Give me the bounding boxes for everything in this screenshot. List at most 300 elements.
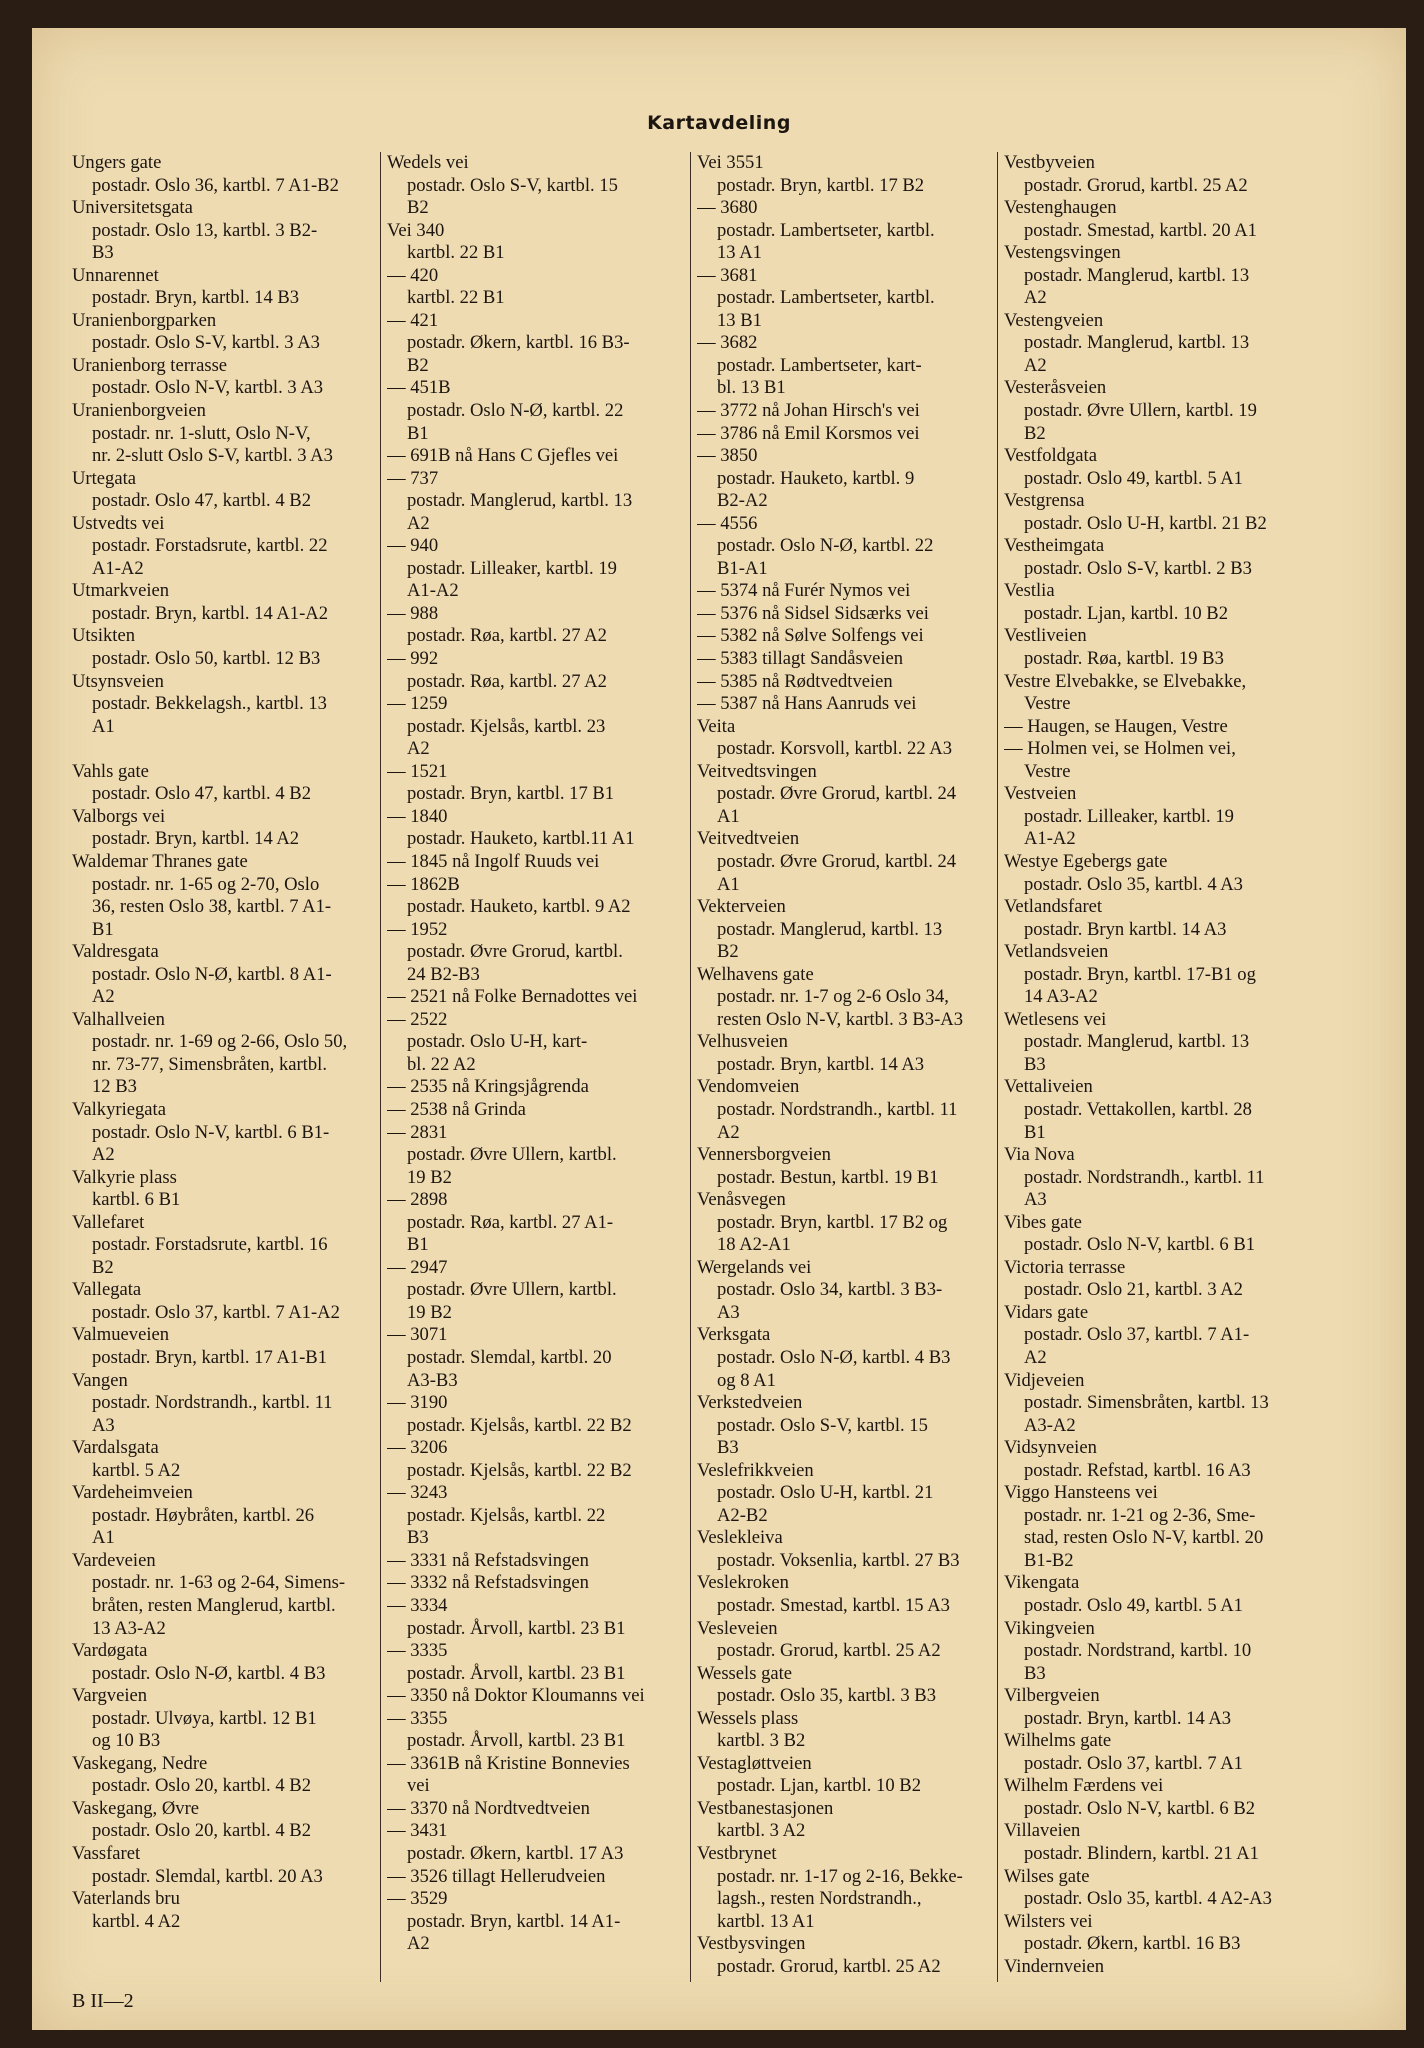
entry-detail: A2 xyxy=(92,986,115,1008)
entry-detail: 19 B2 xyxy=(407,1301,452,1323)
street-name: — 1521 xyxy=(387,760,448,782)
entry-detail: bl. 13 B1 xyxy=(717,377,786,399)
street-name: — Holmen vei, se Holmen vei, xyxy=(1004,738,1236,760)
street-name: Vardøgata xyxy=(72,1640,148,1662)
entry-detail: postadr. Oslo S-V, kartbl. 15 xyxy=(717,1414,928,1436)
street-name: — 992 xyxy=(387,648,439,670)
entry-detail: postadr. Grorud, kartbl. 25 A2 xyxy=(1024,174,1248,196)
street-name: — 4556 xyxy=(697,512,758,534)
street-name: — 1862B xyxy=(387,873,460,895)
street-name: — 1259 xyxy=(387,693,448,715)
street-name: Valhallveien xyxy=(72,1008,165,1030)
street-name: Westye Egebergs gate xyxy=(1004,850,1168,872)
entry-detail: kartbl. 22 B1 xyxy=(407,287,505,309)
street-name: Vestre Elvebakke, se Elvebakke, xyxy=(1004,670,1247,692)
street-name: Vestagløttveien xyxy=(697,1752,812,1774)
entry-detail: stad, resten Oslo N-V, kartbl. 20 xyxy=(1024,1527,1264,1549)
street-name: Vestlia xyxy=(1004,580,1055,602)
street-name: Vilbergveien xyxy=(1004,1685,1100,1707)
entry-detail: postadr. Kjelsås, kartbl. 22 B2 xyxy=(407,1414,632,1436)
street-name: Vallegata xyxy=(72,1279,142,1301)
entry-detail: A2 xyxy=(1024,354,1047,376)
street-name: Via Nova xyxy=(1004,1144,1075,1166)
street-name: Wilses gate xyxy=(1004,1865,1090,1887)
entry-detail: A3-B3 xyxy=(407,1369,458,1391)
entry-detail: postadr. Ulvøya, kartbl. 12 B1 xyxy=(92,1707,317,1729)
entry-detail: 18 A2-A1 xyxy=(717,1234,791,1256)
street-name: — 737 xyxy=(387,467,439,489)
street-name: Vidjeveien xyxy=(1004,1369,1085,1391)
street-name: — 2535 nå Kringsjågrenda xyxy=(387,1076,589,1098)
entry-detail: postadr. Nordstrandh., kartbl. 11 xyxy=(717,1098,958,1120)
street-name: — 940 xyxy=(387,535,439,557)
street-name: Valdresgata xyxy=(72,941,159,963)
entry-detail: postadr. Kjelsås, kartbl. 23 xyxy=(407,715,606,737)
street-name: Vikingveien xyxy=(1004,1617,1095,1639)
entry-detail: bråten, resten Manglerud, kartbl. xyxy=(92,1595,336,1616)
street-name: Vidars gate xyxy=(1004,1301,1089,1323)
entry-detail: postadr. Hauketo, kartbl. 9 A2 xyxy=(407,896,631,918)
entry-detail: postadr. Oslo 20, kartbl. 4 B2 xyxy=(92,1775,311,1797)
street-name: Vekterveien xyxy=(697,896,786,918)
street-name: — 3850 xyxy=(697,445,758,467)
street-name: Vestheimgata xyxy=(1004,535,1105,557)
entry-detail: A3-A2 xyxy=(1024,1414,1076,1436)
entry-detail: postadr. Bryn, kartbl. 17 B2 xyxy=(717,174,925,196)
entry-detail: A2 xyxy=(1024,1346,1047,1368)
entry-detail: postadr. nr. 1-17 og 2-16, Bekke- xyxy=(717,1865,963,1887)
street-name: — 2522 xyxy=(387,1008,448,1030)
entry-detail: A1-A2 xyxy=(1024,828,1076,850)
street-name: — 3334 xyxy=(387,1595,448,1616)
entry-detail: postadr. nr. 1-slutt, Oslo N-V, xyxy=(92,422,311,444)
street-name: Wetlesens vei xyxy=(1004,1008,1107,1030)
street-name: — 3331 nå Refstadsvingen xyxy=(387,1549,589,1571)
entry-detail: postadr. Lambertseter, kartbl. xyxy=(717,287,935,309)
street-name: — 421 xyxy=(387,309,439,331)
entry-detail: postadr. Oslo 37, kartbl. 7 A1-A2 xyxy=(92,1301,340,1323)
street-name: — 3206 xyxy=(387,1437,448,1459)
entry-detail: postadr. Øvre Ullern, kartbl. xyxy=(407,1144,617,1166)
entry-detail: postadr. Bryn kartbl. 14 A3 xyxy=(1024,918,1227,940)
entry-detail: 36, resten Oslo 38, kartbl. 7 A1- xyxy=(92,896,332,918)
street-name: Vestveien xyxy=(1004,783,1077,805)
street-name: — 5376 nå Sidsel Sidsærks vei xyxy=(697,602,929,624)
street-name: Veslekroken xyxy=(697,1572,789,1594)
entry-detail: postadr. Bestun, kartbl. 19 B1 xyxy=(717,1166,939,1188)
entry-detail: postadr. Grorud, kartbl. 25 A2 xyxy=(717,1955,941,1977)
entry-detail: postadr. Oslo 47, kartbl. 4 B2 xyxy=(92,490,311,512)
entry-detail: og 8 A1 xyxy=(717,1369,776,1391)
entry-detail: postadr. nr. 1-21 og 2-36, Sme- xyxy=(1024,1504,1256,1526)
street-name: Wedels vei xyxy=(387,152,469,173)
entry-detail: postadr. Økern, kartbl. 16 B3 xyxy=(1024,1933,1241,1955)
street-name: Veitvedtveien xyxy=(697,828,800,850)
street-name: — 420 xyxy=(387,264,439,286)
street-name: Villaveien xyxy=(1004,1820,1081,1842)
entry-detail: postadr. Oslo N-Ø, kartbl. 22 xyxy=(717,535,934,557)
entry-detail: bl. 22 A2 xyxy=(407,1053,476,1075)
street-name: Vaterlands bru xyxy=(72,1888,180,1910)
entry-detail: postadr. Oslo S-V, kartbl. 15 xyxy=(407,174,618,196)
entry-detail: postadr. Oslo 35, kartbl. 4 A3 xyxy=(1024,873,1243,895)
entry-detail: B2 xyxy=(92,1256,114,1278)
entry-detail: postadr. Blindern, kartbl. 21 A1 xyxy=(1024,1843,1259,1865)
entry-detail: postadr. Voksenlia, kartbl. 27 B3 xyxy=(717,1549,960,1571)
street-name: Vaskegang, Nedre xyxy=(72,1752,208,1774)
entry-detail: B2 xyxy=(717,941,739,963)
street-name: Valkyriegata xyxy=(72,1098,166,1120)
entry-detail: kartbl. 13 A1 xyxy=(717,1910,815,1932)
entry-detail: A1-A2 xyxy=(92,557,144,579)
entry-detail: postadr. Oslo 49, kartbl. 5 A1 xyxy=(1024,467,1243,489)
entry-detail: postadr. Oslo N-Ø, kartbl. 8 A1- xyxy=(92,963,332,985)
entry-detail: kartbl. 22 B1 xyxy=(407,242,505,264)
street-name: Universitetsgata xyxy=(72,197,193,219)
entry-detail: A1 xyxy=(92,1527,115,1549)
entry-detail: B1 xyxy=(407,1234,429,1256)
street-name: — 5374 nå Furér Nymos vei xyxy=(697,580,911,602)
entry-detail: kartbl. 3 A2 xyxy=(717,1820,806,1842)
entry-detail: postadr. Nordstrand, kartbl. 10 xyxy=(1024,1640,1252,1662)
entry-detail: A1 xyxy=(717,873,740,895)
street-name: Vei 340 xyxy=(387,219,445,241)
entry-detail: postadr. Oslo 35, kartbl. 4 A2-A3 xyxy=(1024,1888,1272,1910)
entry-detail: kartbl. 3 B2 xyxy=(717,1730,806,1752)
street-name: Vestengveien xyxy=(1004,309,1104,331)
entry-detail: postadr. Bryn, kartbl. 17-B1 og xyxy=(1024,963,1256,985)
street-name: Vetlandsfaret xyxy=(1004,896,1103,918)
street-name: Valkyrie plass xyxy=(72,1166,177,1188)
entry-detail: postadr. Oslo 49, kartbl. 5 A1 xyxy=(1024,1595,1243,1616)
street-name: — 3190 xyxy=(387,1392,448,1414)
street-name: — 691B nå Hans C Gjefles vei xyxy=(387,445,619,467)
entry-detail: postadr. Bryn, kartbl. 14 B3 xyxy=(92,287,300,309)
street-name: Vardeveien xyxy=(72,1549,156,1571)
entry-detail: postadr. Oslo 20, kartbl. 4 B2 xyxy=(92,1820,311,1842)
entry-detail: B3 xyxy=(1024,1662,1046,1684)
entry-detail: Vestre xyxy=(1024,760,1071,782)
street-name: Utmarkveien xyxy=(72,580,170,602)
street-name: — 3335 xyxy=(387,1640,448,1662)
street-name: Vahls gate xyxy=(72,760,149,782)
street-name: Veita xyxy=(697,715,736,737)
entry-detail: postadr. nr. 1-69 og 2-66, Oslo 50, xyxy=(92,1031,348,1053)
entry-detail: postadr. Grorud, kartbl. 25 A2 xyxy=(717,1640,941,1662)
entry-detail: postadr. Oslo N-V, kartbl. 6 B1 xyxy=(1024,1234,1256,1256)
street-name: — 3772 nå Johan Hirsch's vei xyxy=(697,400,920,422)
street-name: Vardalsgata xyxy=(72,1437,159,1459)
street-name: — 5387 nå Hans Aanruds vei xyxy=(697,693,917,715)
entry-detail: postadr. Bryn, kartbl. 14 A3 xyxy=(717,1053,925,1075)
street-name: Vei 3551 xyxy=(697,152,764,173)
entry-detail: B2 xyxy=(407,197,429,219)
entry-detail: postadr. Oslo N-V, kartbl. 6 B1- xyxy=(92,1121,330,1143)
entry-detail: vei xyxy=(407,1775,430,1797)
entry-detail: A2 xyxy=(717,1121,740,1143)
street-name: — 2538 nå Grinda xyxy=(387,1098,526,1120)
entry-detail: og 10 B3 xyxy=(92,1730,161,1752)
street-name: Wergelands vei xyxy=(697,1256,812,1278)
street-name: Waldemar Thranes gate xyxy=(72,850,248,872)
street-name: — 3355 xyxy=(387,1707,448,1729)
entry-detail: postadr. Kjelsås, kartbl. 22 xyxy=(407,1504,606,1526)
entry-detail: resten Oslo N-V, kartbl. 3 B3-A3 xyxy=(717,1008,963,1030)
street-name: Vibes gate xyxy=(1004,1211,1082,1233)
street-name: Vassfaret xyxy=(72,1843,141,1865)
street-name: Vestbrynet xyxy=(697,1843,777,1865)
entry-detail: 14 A3-A2 xyxy=(1024,986,1098,1008)
street-name: Unnarennet xyxy=(72,264,159,286)
entry-detail: postadr. Hauketo, kartbl.11 A1 xyxy=(407,828,635,850)
entry-detail: A3 xyxy=(92,1414,115,1436)
entry-detail: postadr. Smestad, kartbl. 20 A1 xyxy=(1024,219,1257,241)
entry-detail: postadr. Manglerud, kartbl. 13 xyxy=(1024,332,1250,354)
entry-detail: nr. 2-slutt Oslo S-V, kartbl. 3 A3 xyxy=(92,445,333,467)
entry-detail: 13 A1 xyxy=(717,242,762,264)
street-name: — 3431 xyxy=(387,1820,448,1842)
entry-detail: lagsh., resten Nordstrandh., xyxy=(717,1888,922,1910)
entry-detail: postadr. Øvre Grorud, kartbl. 24 xyxy=(717,783,957,805)
entry-detail: postadr. Oslo U-H, kartbl. 21 xyxy=(717,1482,934,1504)
entry-detail: postadr. Slemdal, kartbl. 20 A3 xyxy=(92,1865,323,1887)
street-name: Utsynsveien xyxy=(72,670,164,692)
entry-detail: 12 B3 xyxy=(92,1076,137,1098)
street-name: Urtegata xyxy=(72,467,137,489)
street-name: Vennersborgveien xyxy=(697,1144,831,1166)
entry-detail: postadr. Hauketo, kartbl. 9 xyxy=(717,467,915,489)
street-name: Veslekleiva xyxy=(697,1527,783,1549)
entry-detail: B1-B2 xyxy=(1024,1549,1074,1571)
entry-detail: postadr. Manglerud, kartbl. 13 xyxy=(1024,1031,1250,1053)
entry-detail: postadr. Høybråten, kartbl. 26 xyxy=(92,1504,315,1526)
street-name: Uranienborgparken xyxy=(72,309,217,331)
street-name: Vallefaret xyxy=(72,1211,145,1233)
street-name: Vendomveien xyxy=(697,1076,800,1098)
street-name: Vestliveien xyxy=(1004,625,1087,647)
street-name: Uranienborgveien xyxy=(72,400,206,422)
street-name: — 3682 xyxy=(697,332,758,354)
street-name: Vestengsvingen xyxy=(1004,242,1121,264)
street-name: Utsikten xyxy=(72,625,136,647)
street-name: — 2831 xyxy=(387,1121,448,1143)
street-name: — 2521 nå Folke Bernadottes vei xyxy=(387,986,638,1008)
entry-detail: A1 xyxy=(92,715,115,737)
street-name: Vestbanestasjonen xyxy=(697,1797,834,1819)
entry-detail: postadr. Røa, kartbl. 27 A2 xyxy=(407,625,607,647)
entry-detail: B1-A1 xyxy=(717,557,768,579)
street-name: — 3350 nå Doktor Kloumanns vei xyxy=(387,1685,645,1707)
entry-detail: postadr. Økern, kartbl. 17 A3 xyxy=(407,1843,624,1865)
entry-detail: postadr. Lambertseter, kartbl. xyxy=(717,219,935,241)
street-name: — 5383 tillagt Sandåsveien xyxy=(697,648,904,670)
entry-detail: postadr. Økern, kartbl. 16 B3- xyxy=(407,332,630,354)
entry-detail: B1 xyxy=(1024,1121,1046,1143)
entry-detail: postadr. Refstad, kartbl. 16 A3 xyxy=(1024,1459,1251,1481)
entry-detail: postadr. Oslo 47, kartbl. 4 B2 xyxy=(92,783,311,805)
street-name: — 3680 xyxy=(697,197,758,219)
entry-detail: postadr. Ljan, kartbl. 10 B2 xyxy=(1024,602,1228,624)
column-1 xyxy=(72,152,407,1982)
entry-detail: kartbl. 4 A2 xyxy=(92,1910,181,1932)
street-name: Welhavens gate xyxy=(697,963,814,985)
street-name: Wilhelm Færdens vei xyxy=(1004,1775,1164,1797)
directory-page xyxy=(32,28,1406,2030)
entry-detail: postadr. Øvre Grorud, kartbl. 24 xyxy=(717,850,957,872)
street-name: Vindernveien xyxy=(1004,1955,1105,1977)
entry-detail: postadr. Lilleaker, kartbl. 19 xyxy=(1024,805,1234,827)
street-name: Wilsters vei xyxy=(1004,1910,1093,1932)
street-name: — 3332 nå Refstadsvingen xyxy=(387,1572,589,1594)
entry-detail: A3 xyxy=(1024,1189,1047,1211)
entry-detail: postadr. Bryn, kartbl. 14 A1-A2 xyxy=(92,602,329,624)
entry-detail: postadr. Oslo S-V, kartbl. 2 B3 xyxy=(1024,557,1252,579)
entry-detail: A2 xyxy=(407,512,430,534)
entry-detail: postadr. Oslo S-V, kartbl. 3 A3 xyxy=(92,332,320,354)
entry-detail: postadr. Oslo 37, kartbl. 7 A1 xyxy=(1024,1752,1243,1774)
street-name: Wilhelms gate xyxy=(1004,1730,1112,1752)
entry-detail: postadr. nr. 1-65 og 2-70, Oslo xyxy=(92,873,320,895)
street-name: Wessels gate xyxy=(697,1662,793,1684)
street-name: Ustvedts vei xyxy=(72,512,165,534)
entry-detail: A2 xyxy=(1024,287,1047,309)
entry-detail: postadr. Bryn, kartbl. 17 B1 xyxy=(407,783,615,805)
entry-detail: A2 xyxy=(407,738,430,760)
entry-detail: postadr. Årvoll, kartbl. 23 B1 xyxy=(407,1617,626,1639)
entry-detail: postadr. Oslo U-H, kartbl. 21 B2 xyxy=(1024,512,1267,534)
entry-detail: postadr. Bryn, kartbl. 17 B2 og xyxy=(717,1211,948,1233)
street-name: Vetlandsveien xyxy=(1004,941,1109,963)
street-name: Vestbyveien xyxy=(1004,152,1095,173)
entry-detail: postadr. Oslo 35, kartbl. 3 B3 xyxy=(717,1685,936,1707)
entry-detail: postadr. Forstadsrute, kartbl. 22 xyxy=(92,535,328,557)
entry-detail: postadr. Bryn, kartbl. 14 A1- xyxy=(407,1910,621,1932)
entry-detail: postadr. Røa, kartbl. 27 A1- xyxy=(407,1211,614,1233)
entry-detail: B3 xyxy=(407,1527,429,1549)
entry-detail: A2 xyxy=(92,1144,115,1166)
entry-detail: B2-A2 xyxy=(717,490,768,512)
entry-detail: kartbl. 5 A2 xyxy=(92,1459,181,1481)
entry-detail: postadr. Årvoll, kartbl. 23 B1 xyxy=(407,1730,626,1752)
entry-detail: postadr. Lilleaker, kartbl. 19 xyxy=(407,557,617,579)
entry-detail: postadr. Oslo 34, kartbl. 3 B3- xyxy=(717,1279,943,1301)
entry-detail: postadr. Oslo 37, kartbl. 7 A1- xyxy=(1024,1324,1250,1346)
entry-detail: postadr. Oslo N-Ø, kartbl. 4 B3 xyxy=(92,1662,326,1684)
entry-detail: postadr. Bekkelagsh., kartbl. 13 xyxy=(92,693,327,715)
entry-detail: Vestre xyxy=(1024,693,1071,715)
entry-detail: postadr. Smestad, kartbl. 15 A3 xyxy=(717,1595,950,1616)
entry-detail: postadr. Øvre Grorud, kartbl. xyxy=(407,941,623,963)
entry-detail: postadr. Manglerud, kartbl. 13 xyxy=(717,918,943,940)
entry-detail: postadr. Nordstrandh., kartbl. 11 xyxy=(1024,1166,1265,1188)
entry-detail: postadr. Vettakollen, kartbl. 28 xyxy=(1024,1098,1252,1120)
street-name: Vestgrensa xyxy=(1004,490,1085,512)
entry-detail: postadr. Oslo 36, kartbl. 7 A1-B2 xyxy=(92,174,339,196)
entry-detail: postadr. Forstadsrute, kartbl. 16 xyxy=(92,1234,328,1256)
street-name: Wessels plass xyxy=(697,1707,799,1729)
street-name: Viggo Hansteens vei xyxy=(1004,1482,1158,1504)
entry-detail: postadr. Kjelsås, kartbl. 22 B2 xyxy=(407,1459,632,1481)
street-name: — 2898 xyxy=(387,1189,448,1211)
entry-detail: 24 B2-B3 xyxy=(407,963,480,985)
entry-detail: kartbl. 6 B1 xyxy=(92,1189,181,1211)
entry-detail: postadr. Simensbråten, kartbl. 13 xyxy=(1024,1392,1269,1414)
street-name: Vestenghaugen xyxy=(1004,197,1117,219)
street-name: Vidsynveien xyxy=(1004,1437,1097,1459)
street-name: Verkstedveien xyxy=(697,1392,803,1414)
street-name: — 3370 nå Nordtvedtveien xyxy=(387,1797,590,1819)
street-name: Veslefrikkveien xyxy=(697,1459,814,1481)
street-name: Vettaliveien xyxy=(1004,1076,1093,1098)
street-name: Vestbysvingen xyxy=(697,1933,806,1955)
entry-detail: postadr. Bryn, kartbl. 14 A2 xyxy=(92,828,300,850)
street-name: Vikengata xyxy=(1004,1572,1080,1594)
street-name: — Haugen, se Haugen, Vestre xyxy=(1004,715,1228,737)
entry-detail: postadr. Oslo N-Ø, kartbl. 22 xyxy=(407,400,624,422)
entry-detail: postadr. Røa, kartbl. 27 A2 xyxy=(407,670,607,692)
street-name: — 3786 nå Emil Korsmos vei xyxy=(697,422,920,444)
entry-detail: postadr. Oslo N-V, kartbl. 3 A3 xyxy=(92,377,324,399)
entry-detail: postadr. Oslo 50, kartbl. 12 B3 xyxy=(92,648,321,670)
street-name: — 3243 xyxy=(387,1482,448,1504)
entry-detail: A2 xyxy=(407,1933,430,1955)
street-name: Veitvedtsvingen xyxy=(697,760,817,782)
column-3 xyxy=(690,152,997,1982)
entry-detail: postadr. Manglerud, kartbl. 13 xyxy=(1024,264,1250,286)
entry-detail: postadr. Årvoll, kartbl. 23 B1 xyxy=(407,1662,626,1684)
entry-detail: B1 xyxy=(92,918,114,940)
entry-detail: A1-A2 xyxy=(407,580,459,602)
street-name: Ungers gate xyxy=(72,152,162,173)
entry-detail: nr. 73-77, Simensbråten, kartbl. xyxy=(92,1053,327,1075)
entry-detail: 13 A3-A2 xyxy=(92,1617,166,1639)
entry-detail: postadr. Nordstrandh., kartbl. 11 xyxy=(92,1392,333,1414)
entry-detail: postadr. nr. 1-7 og 2-6 Oslo 34, xyxy=(717,986,949,1008)
spacer xyxy=(72,738,407,761)
entry-detail: postadr. Bryn, kartbl. 14 A3 xyxy=(1024,1707,1232,1729)
entry-detail: postadr. Oslo U-H, kart- xyxy=(407,1031,588,1053)
entry-detail: postadr. Bryn, kartbl. 17 A1-B1 xyxy=(92,1346,327,1368)
street-name: — 988 xyxy=(387,602,439,624)
entry-detail: postadr. Korsvoll, kartbl. 22 A3 xyxy=(717,738,952,760)
column-4 xyxy=(997,152,1322,1982)
entry-detail: postadr. Øvre Ullern, kartbl. 19 xyxy=(1024,400,1257,422)
entry-detail: postadr. Øvre Ullern, kartbl. xyxy=(407,1279,617,1301)
column-2 xyxy=(380,152,721,1982)
entry-detail: A2-B2 xyxy=(717,1504,768,1526)
entry-detail: postadr. Lambertseter, kart- xyxy=(717,354,922,376)
street-name: — 451B xyxy=(387,377,451,399)
entry-detail: 13 B1 xyxy=(717,309,762,331)
street-name: — 1952 xyxy=(387,918,448,940)
entry-detail: postadr. Røa, kartbl. 19 B3 xyxy=(1024,648,1224,670)
entry-detail: postadr. Oslo 21, kartbl. 3 A2 xyxy=(1024,1279,1243,1301)
entry-detail: A1 xyxy=(717,805,740,827)
entry-detail: B2 xyxy=(407,354,429,376)
entry-detail: postadr. Ljan, kartbl. 10 B2 xyxy=(717,1775,921,1797)
entry-detail: B3 xyxy=(1024,1053,1046,1075)
street-name: — 5385 nå Rødtvedtveien xyxy=(697,670,893,692)
entry-detail: postadr. Oslo N-Ø, kartbl. 4 B3 xyxy=(717,1346,951,1368)
street-name: — 1845 nå Ingolf Ruuds vei xyxy=(387,850,600,872)
street-name: — 3526 tillagt Hellerudveien xyxy=(387,1865,606,1887)
entry-detail: A3 xyxy=(717,1301,740,1323)
street-name: Vesteråsveien xyxy=(1004,377,1107,399)
street-name: Verksgata xyxy=(697,1324,771,1346)
street-name: Valmueveien xyxy=(72,1324,170,1346)
street-name: Velhusveien xyxy=(697,1031,788,1053)
entry-detail: postadr. Manglerud, kartbl. 13 xyxy=(407,490,633,512)
